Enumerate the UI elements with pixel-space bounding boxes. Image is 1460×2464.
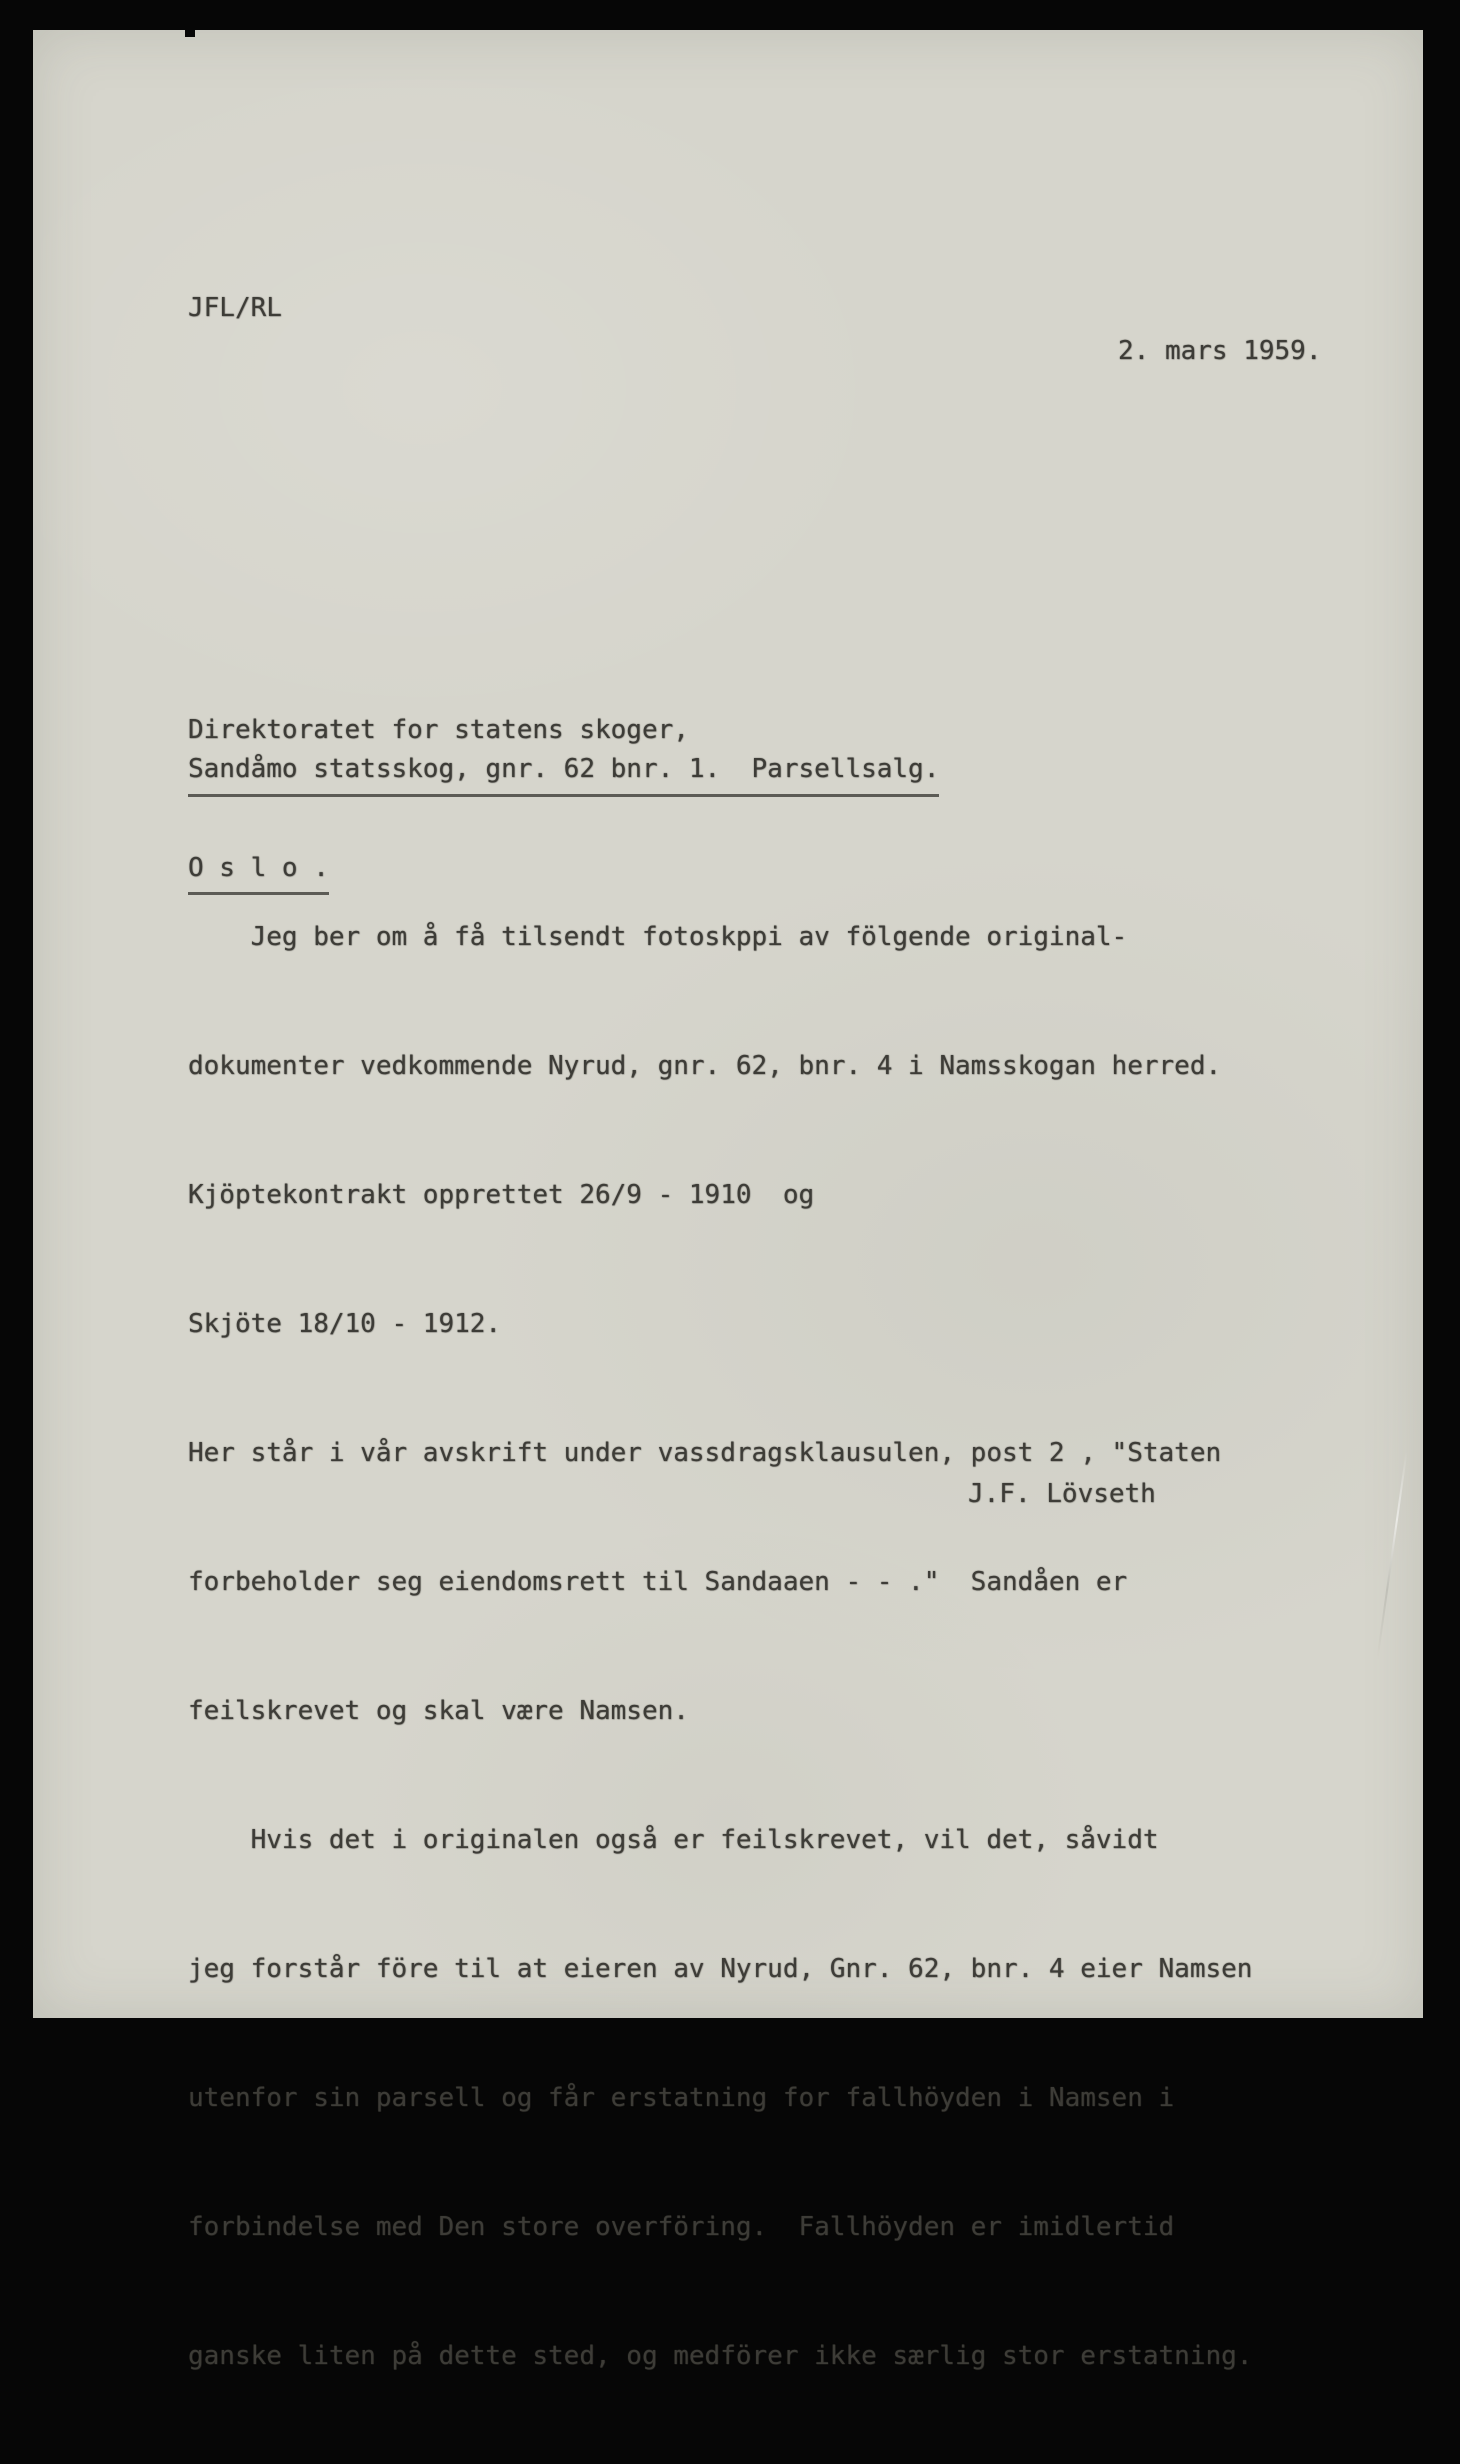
letter-date: 2. mars 1959. <box>1118 336 1322 366</box>
letter-page <box>33 30 1423 2371</box>
paper-edge-nick <box>185 28 195 37</box>
paper-crease <box>1376 1451 1407 1659</box>
recipient-city-text: O s l o . <box>188 845 329 895</box>
body-line: feilskrevet og skal være Namsen. <box>188 1696 689 1726</box>
subject-line <box>188 748 939 797</box>
body-line: forbindelse med Den store overföring. Fallhöyden er imidlertid <box>188 2212 1175 2242</box>
letter-body <box>188 830 1252 2464</box>
body-line: Jeg ber om å få tilsendt fotoskppi av fölgende original- <box>188 922 1128 952</box>
body-line: ganske liten på dette sted, og medförer ikke særlig stor erstatning. <box>188 2341 1253 2371</box>
signature-name: J.F. Lövseth <box>968 1479 1156 1509</box>
body-line: dokumenter vedkommende Nyrud, gnr. 62, bnr. 4 i Namsskogan herred. <box>188 1051 1222 1081</box>
body-line: Kjöptekontrakt opprettet 26/9 - 1910 og <box>188 1180 815 1210</box>
body-line: utenfor sin parsell og får erstatning for fallhöyden i Namsen i <box>188 2083 1175 2113</box>
body-line: forbeholder seg eiendomsrett til Sandaaen - - ." Sandåen er <box>188 1567 1128 1597</box>
reference-initials: JFL/RL <box>188 293 282 323</box>
body-line: Skjöte 18/10 - 1912. <box>188 1309 502 1339</box>
recipient-name: Direktoratet for statens skoger, <box>188 715 689 745</box>
body-line: Hvis det i originalen også er feilskrevet, vil det, såvidt <box>188 1825 1159 1855</box>
body-line: Her står i vår avskrift under vassdragsklausulen, post 2 , "Staten <box>188 1438 1222 1468</box>
subject-text: Sandåmo statsskog, gnr. 62 bnr. 1. Parsellsalg. <box>188 748 939 797</box>
body-line: jeg forstår före til at eieren av Nyrud, Gnr. 62, bnr. 4 eier Namsen <box>188 1954 1253 1984</box>
